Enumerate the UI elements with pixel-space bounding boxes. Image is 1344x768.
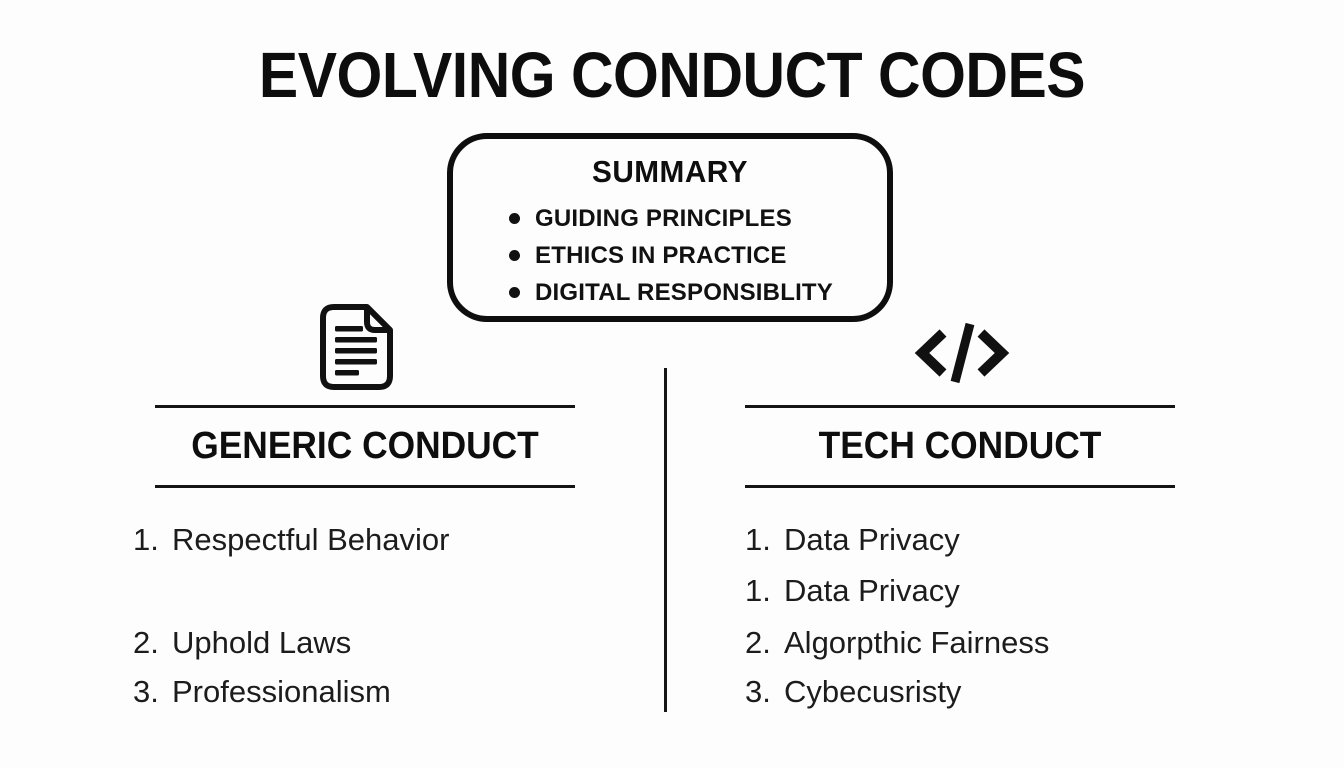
list-item-number: 2.	[745, 625, 771, 660]
list-item-label: Cybecusristy	[784, 674, 962, 709]
list-item-label: Respectful Behavior	[172, 522, 450, 557]
summary-heading: SUMMARY	[591, 154, 748, 189]
list-item-label: Data Privacy	[784, 573, 960, 608]
bullet-dot-icon	[509, 287, 520, 298]
list-item	[745, 573, 960, 609]
summary-box	[447, 133, 893, 322]
list-item-number: 3.	[133, 674, 159, 709]
right-heading-rule-bottom	[745, 485, 1175, 488]
summary-bullet	[509, 237, 887, 274]
left-heading-rule-top	[155, 405, 575, 408]
list-item	[745, 522, 960, 558]
document-icon	[319, 303, 395, 396]
list-item	[133, 625, 351, 661]
summary-bullet-text: ETHICS IN PRACTICE	[535, 241, 787, 269]
summary-bullet	[509, 200, 887, 237]
list-item	[133, 522, 449, 558]
list-item-label: Uphold Laws	[172, 625, 352, 660]
summary-bullet-text: GUIDING PRINCIPLES	[535, 204, 792, 232]
list-item-number: 1.	[133, 522, 159, 557]
list-item-number: 1.	[745, 573, 771, 608]
right-heading-rule-top	[745, 405, 1175, 408]
list-item-label: Algorpthic Fairness	[784, 625, 1050, 660]
list-item-number: 3.	[745, 674, 771, 709]
column-divider	[664, 368, 667, 712]
summary-bullet-list	[509, 200, 887, 311]
left-column-heading: GENERIC CONDUCT	[191, 425, 539, 467]
bullet-dot-icon	[509, 250, 520, 261]
list-item	[745, 674, 961, 710]
code-icon	[913, 318, 1011, 393]
summary-bullet-text: DIGITAL RESPONSIBLITY	[535, 278, 834, 306]
list-item-number: 1.	[745, 522, 771, 557]
list-item-label: Professionalism	[172, 674, 391, 709]
page-title: EVOLVING CONDUCT CODES	[258, 39, 1086, 111]
right-column-heading: TECH CONDUCT	[818, 425, 1102, 467]
list-item-number: 2.	[133, 625, 159, 660]
left-heading-rule-bottom	[155, 485, 575, 488]
list-item	[133, 674, 391, 710]
summary-bullet	[509, 274, 887, 311]
list-item-label: Data Privacy	[784, 522, 960, 557]
list-item	[745, 625, 1049, 661]
bullet-dot-icon	[509, 213, 520, 224]
